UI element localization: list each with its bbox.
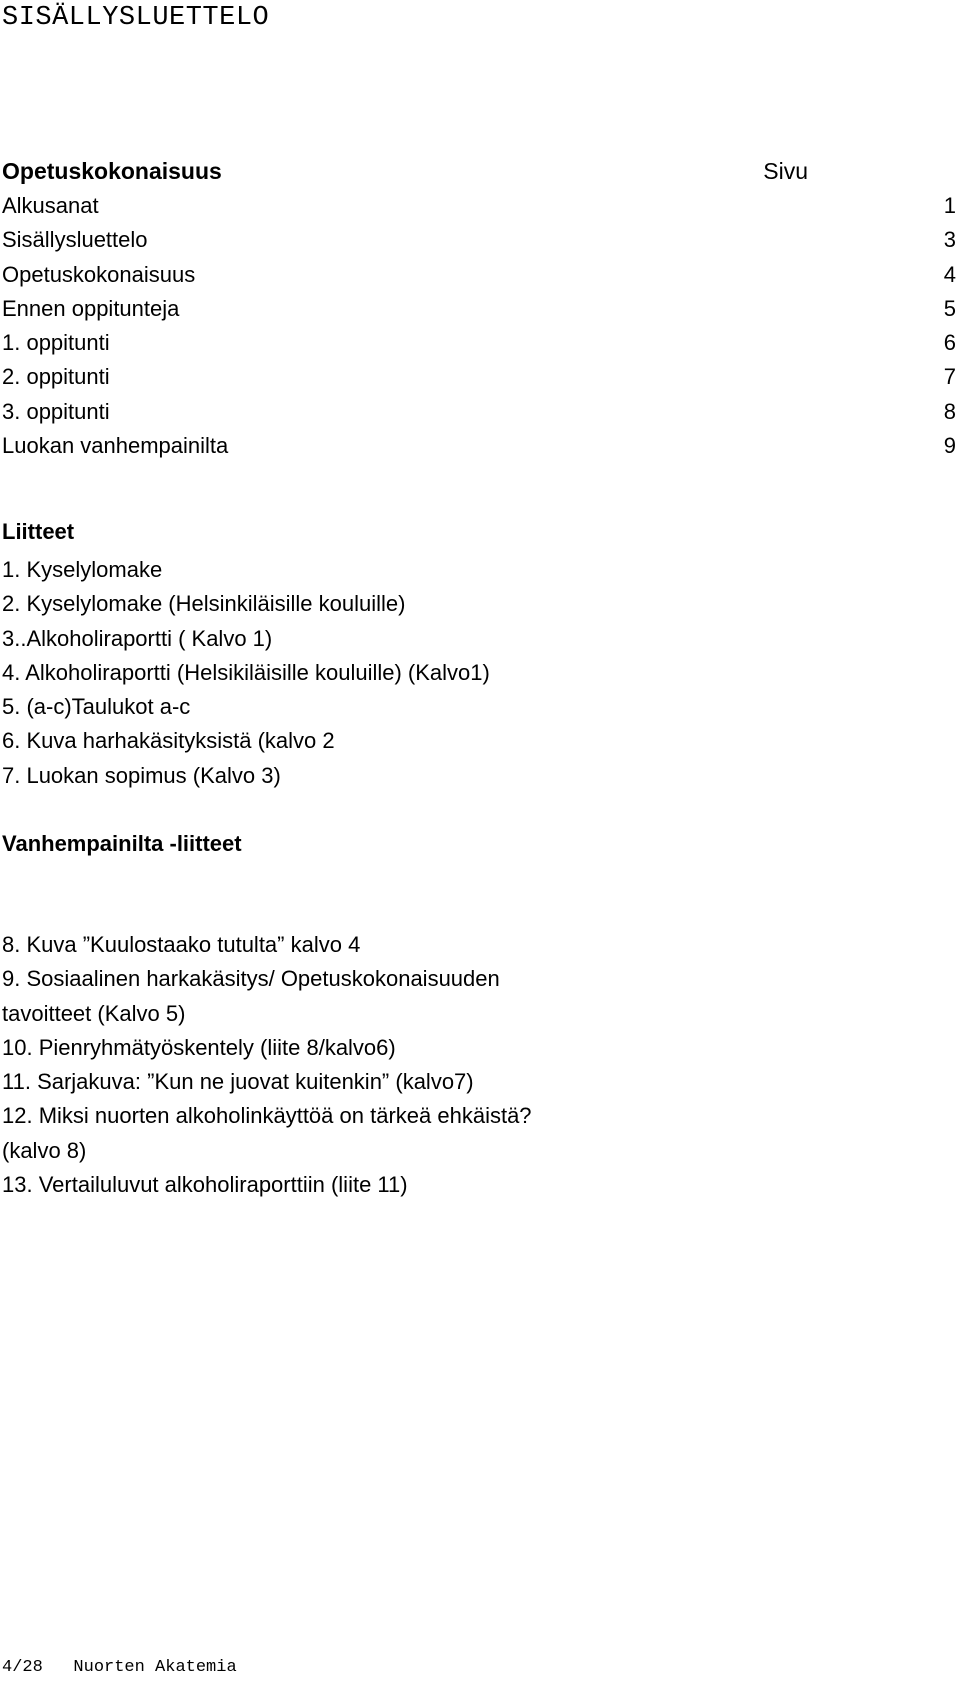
toc-entry-page: 9: [943, 433, 956, 459]
toc-entry: [2, 223, 956, 257]
toc-entry-page: 7: [943, 364, 956, 390]
toc-entry-label: Sisällysluettelo: [2, 227, 148, 253]
toc-entry: [2, 258, 956, 292]
toc-entry-page: 1: [943, 193, 956, 218]
parents-evening-item: 9. Sosiaalinen harkakäsitys/ Opetuskokonaisuuden: [2, 966, 500, 992]
toc-entry-page: 6: [943, 330, 956, 356]
toc-entry-page: 3: [943, 227, 956, 253]
publisher-name: Nuorten Akatemia: [73, 1658, 237, 1677]
toc-list: [2, 189, 956, 463]
toc-entry-label: 2. oppitunti: [2, 364, 110, 390]
parents-evening-item: tavoitteet (Kalvo 5): [2, 1000, 186, 1026]
toc-entry-label: 3. oppitunti: [2, 398, 110, 424]
toc-entry-label: Luokan vanhempainilta: [2, 433, 229, 459]
parents-evening-list: [2, 929, 942, 1203]
page-title: SISÄLLYSLUETTELO: [2, 3, 270, 33]
parents-evening-item: 13. Vertailuluvut alkoholiraporttiin (liite 11): [2, 1172, 408, 1198]
parents-evening-item: 11. Sarjakuva: ”Kun ne juovat kuitenkin” (kalvo7): [2, 1069, 474, 1095]
toc-entry-page: 8: [943, 398, 956, 424]
appendices-heading: Liitteet: [2, 519, 75, 544]
appendix-item: 2. Kyselylomake (Helsinkiläisille kouluille): [2, 591, 406, 617]
toc-entry: [2, 189, 956, 223]
parents-evening-item: 12. Miksi nuorten alkoholinkäyttöä on tärkeä ehkäistä?: [2, 1103, 532, 1129]
appendix-item: 6. Kuva harhakäsityksistä (kalvo 2: [2, 728, 335, 754]
page-number: 4/28: [2, 1658, 43, 1677]
appendix-item: 4. Alkoholiraportti (Helsikiläisille kouluille) (Kalvo1): [2, 659, 490, 685]
appendix-item: 1. Kyselylomake: [2, 557, 163, 582]
toc-entry-page: 4: [943, 261, 956, 287]
toc-heading: Opetuskokonaisuus: [2, 158, 222, 184]
toc-entry-page: 5: [943, 295, 956, 321]
parents-evening-item: 10. Pienryhmätyöskentely (liite 8/kalvo6): [2, 1034, 396, 1060]
toc-entry-label: 1. oppitunti: [2, 330, 110, 356]
parents-evening-item: 8. Kuva ”Kuulostaako tutulta” kalvo 4: [2, 932, 361, 957]
parents-evening-item: (kalvo 8): [2, 1137, 87, 1163]
page-footer: [2, 1658, 237, 1678]
toc-entry: [2, 292, 956, 326]
appendix-item: 5. (a-c)Taulukot a-c: [2, 694, 191, 720]
toc-entry-label: Ennen oppitunteja: [2, 295, 180, 321]
toc-entry: [2, 326, 956, 360]
toc-entry-label: Alkusanat: [2, 193, 99, 218]
toc-entry-label: Opetuskokonaisuus: [2, 261, 196, 287]
parents-evening-heading: Vanhempainilta -liitteet: [2, 831, 242, 856]
appendix-item: 3..Alkoholiraportti ( Kalvo 1): [2, 625, 273, 651]
toc-header-row: [2, 155, 808, 187]
toc-entry: [2, 360, 956, 394]
toc-entry: [2, 395, 956, 429]
appendix-item: 7. Luokan sopimus (Kalvo 3): [2, 762, 281, 788]
toc-entry: [2, 429, 956, 463]
appendices-list: [2, 554, 942, 794]
toc-page-column-header: Sivu: [763, 158, 808, 184]
